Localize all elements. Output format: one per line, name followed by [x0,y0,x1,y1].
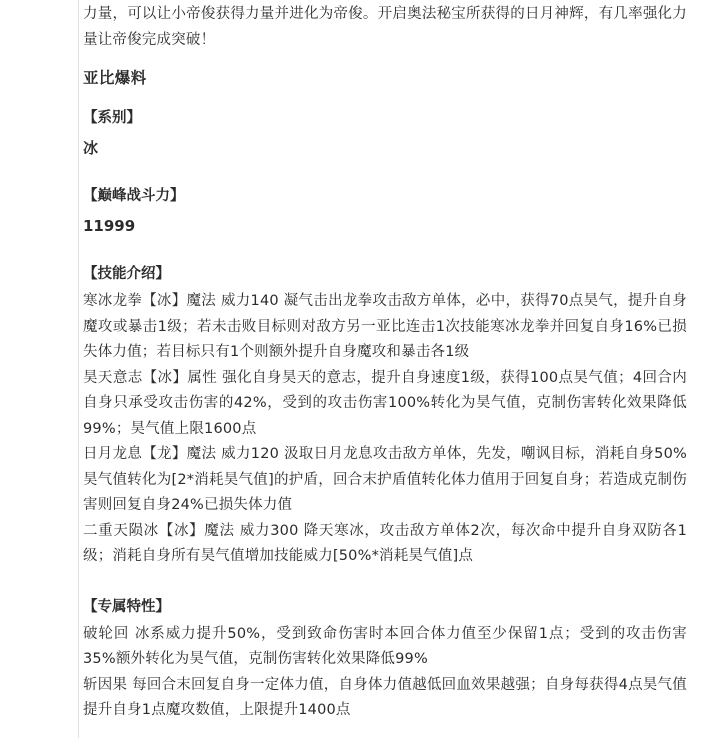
traits-list [83,622,687,724]
trait-item: 斩因果 每回合末回复自身一定体力值，自身体力值越低回血效果越强；自身每获得4点昊气值提升自身1点魔攻数值，上限提升1400点 [83,676,687,718]
spacer [83,570,687,592]
spacer [83,93,687,103]
section-label-type: 【系别】 [83,110,141,126]
skills-list [83,289,687,570]
section-value-power: 11999 [83,217,136,235]
skill-item: 寒冰龙拳【冰】魔法 威力140 凝气击出龙拳攻击敌方单体，必中，获得70点昊气，提升自身魔攻或暴击1级；若未击败目标则对敌方另一亚比连击1次技能寒冰龙拳并回复自身16%已损失体力值；若目标只有1个则额外提升自身魔攻和暴击各1级 [83,293,687,360]
spacer [83,53,687,63]
trait-item: 破轮回 冰系威力提升50%，受到致命伤害时本回合体力值至少保留1点；受到的攻击伤害35%额外转化为昊气值，克制伤害转化效果降低99% [83,625,687,667]
skill-item: 二重天陨冰【冰】魔法 威力300 降天寒冰，攻击敌方单体2次，每次命中提升自身双防各1级；消耗自身所有昊气值增加技能威力[50%*消耗昊气值]点 [83,522,687,564]
page-bottom-edge [0,738,720,744]
intro-paragraph: 力量，可以让小帝俊获得力量并进化为帝俊。开启奥法秘宝所获得的日月神辉，有几率强化力量让帝俊完成突破！ [83,6,687,48]
traits-section-label: 【专属特性】 [83,598,170,615]
article-title: 亚比爆料 [83,69,147,87]
spacer [83,241,687,259]
section-value-type: 冰 [83,139,99,157]
section-label-power: 【巅峰战斗力】 [83,188,185,204]
skills-section-label: 【技能介绍】 [83,266,170,282]
left-margin-rail [0,0,79,744]
skill-item: 昊天意志【冰】属性 强化自身昊天的意志，提升自身速度1级，获得100点昊气值；4回合内自身只承受攻击伤害的42%，受到的攻击伤害100%转化为昊气值，克制伤害转化效果降低99%；昊气值上限1600点 [83,369,687,437]
article-content [79,0,699,724]
skill-item: 日月龙息【龙】魔法 威力120 汲取日月龙息攻击敌方单体，先发，嘲讽目标，消耗自身50%昊气值转化为[2*消耗昊气值]的护盾，回合末护盾值转化体力值用于回复自身；若造成克制伤害则回复自身24%已损失体力值 [83,446,687,513]
spacer [83,163,687,181]
right-margin-rail [698,0,720,744]
